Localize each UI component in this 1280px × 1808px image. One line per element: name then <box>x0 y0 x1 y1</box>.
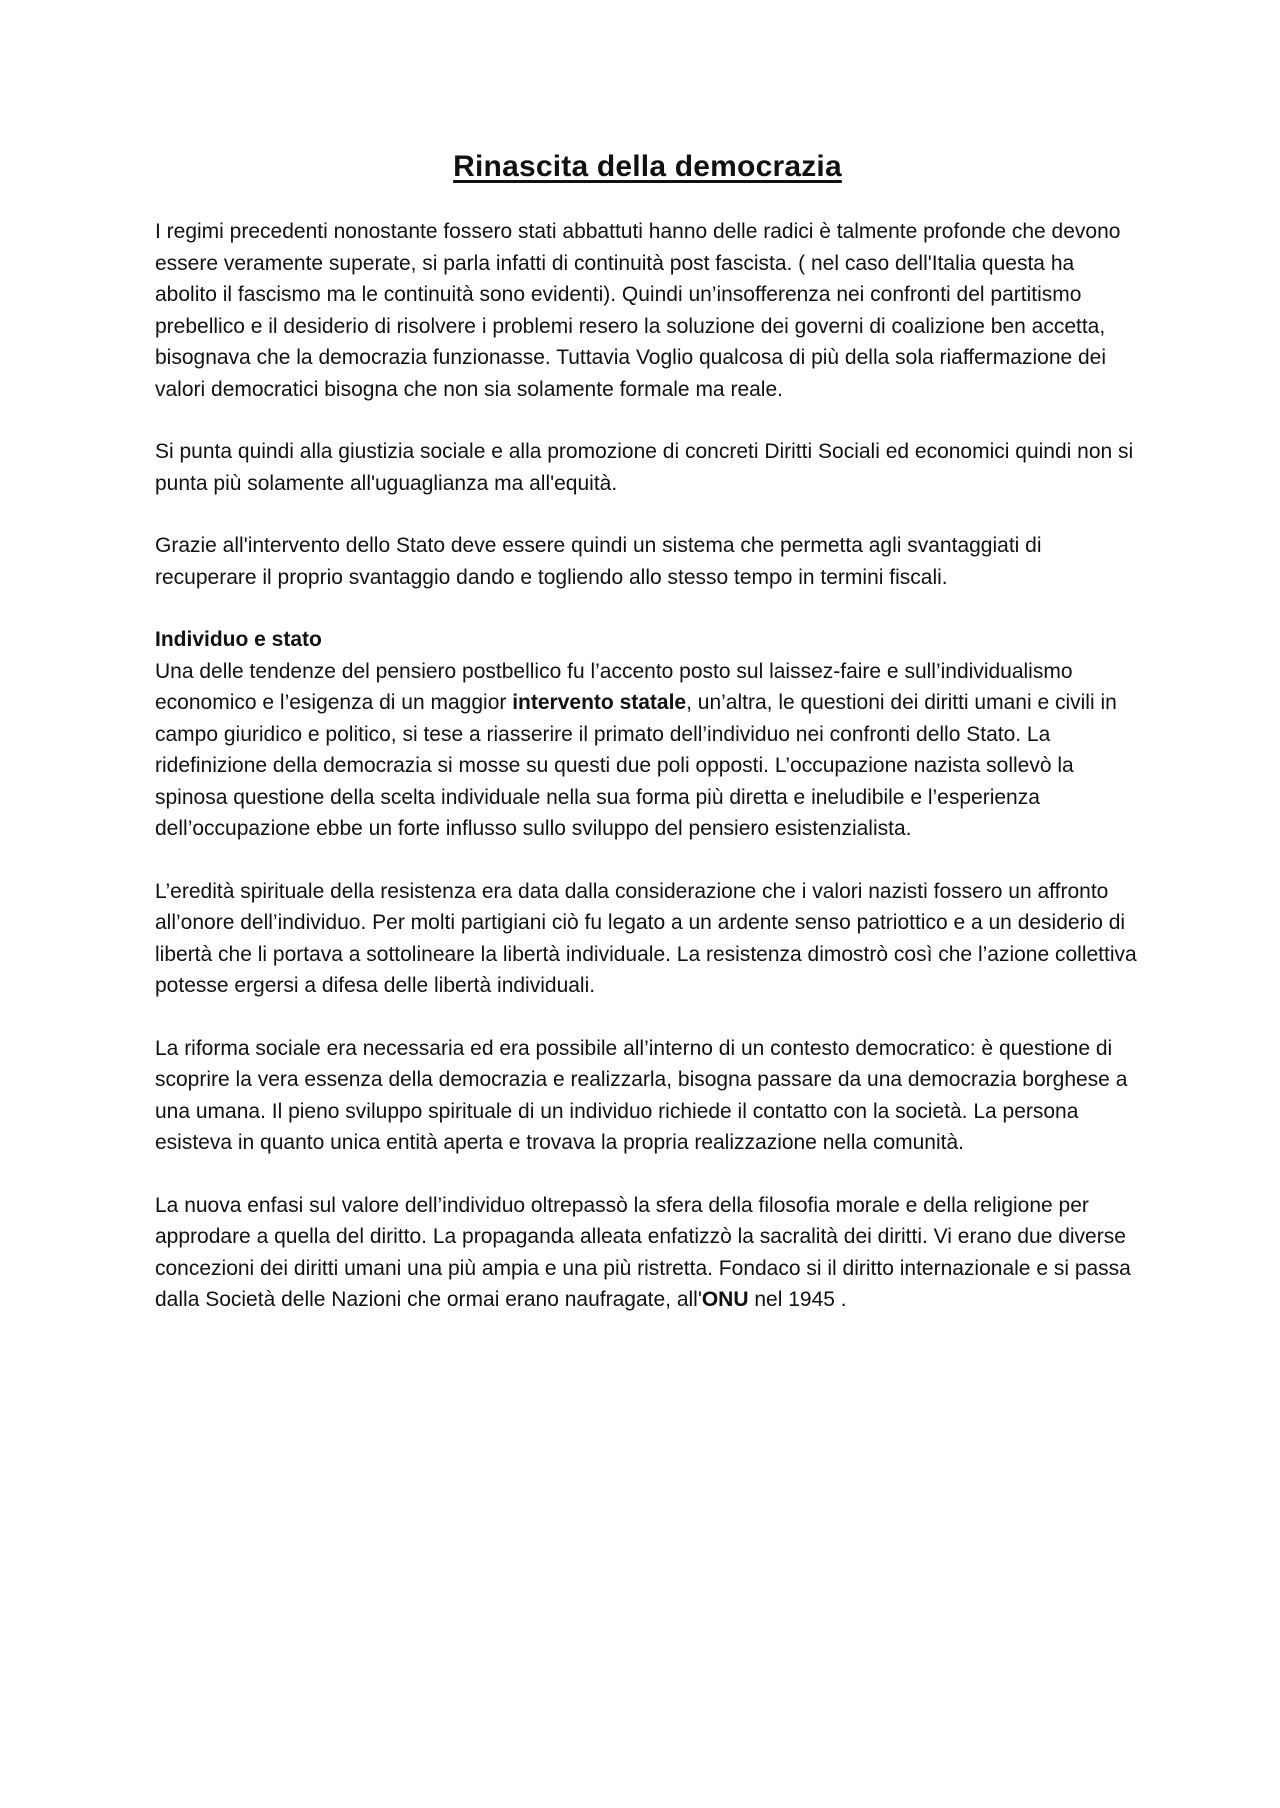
paragraph-1: I regimi precedenti nonostante fossero stati abbattuti hanno delle radici è talmente profonde che devono essere veramente superate, si parla infatti di continuità post fascista. ( nel caso dell'Italia questa ha abolito il fascismo ma le continuità sono evidenti). Quindi un’insofferenza nei confronti del partitismo prebellico e il desiderio di risolvere i problemi resero la soluzione dei governi di coalizione ben accetta, bisognava che la democrazia funzionasse. Tuttavia Voglio qualcosa di più della sola riaffermazione dei valori democratici bisogna che non sia solamente formale ma reale. <box>155 220 1121 401</box>
section-paragraph-4-text-b: nel 1945 . <box>748 1288 847 1311</box>
document-page <box>155 150 1140 1347</box>
section-heading: Individuo e stato <box>155 628 322 651</box>
paragraph-3: Grazie all'intervento dello Stato deve essere quindi un sistema che permetta agli svantaggiati di recuperare il proprio svantaggio dando e togliendo allo stesso tempo in termini fiscali. <box>155 534 1042 589</box>
section-paragraph-4-text-a: La nuova enfasi sul valore dell’individuo oltrepassò la sfera della filosofia morale e della religione per approdare a quella del diritto. La propaganda alleata enfatizzò la sacralità dei diritti. Vi erano due diverse concezioni dei diritti umani una più ampia e una più ristretta. Fondaco si il diritto internazionale e si passa dalla Società delle Nazioni che ormai erano naufragate, all' <box>155 1193 1131 1311</box>
bold-term-onu: ONU <box>701 1288 749 1311</box>
bold-term-intervento-statale: intervento statale <box>512 691 687 714</box>
section-paragraph-2: L’eredità spirituale della resistenza era data dalla considerazione che i valori nazisti fossero un affronto all’onore dell’individuo. Per molti partigiani ciò fu legato a un ardente senso patriottico e a un desiderio di libertà che li portava a sottolineare la libertà individuale. La resistenza dimostrò così che l’azione collettiva potesse ergersi a difesa delle libertà individuali. <box>155 879 1137 997</box>
section-paragraph-3: La riforma sociale era necessaria ed era possibile all’interno di un contesto democratico: è questione di scoprire la vera essenza della democrazia e realizzarla, bisogna passare da una democrazia borghese a una umana. Il pieno sviluppo spirituale di un individuo richiede il contatto con la società. La persona esisteva in quanto unica entità aperta e trovava la propria realizzazione nella comunità. <box>155 1036 1128 1154</box>
document-title: Rinascita della democrazia <box>453 150 842 183</box>
section-paragraph-1-text-b: , un’altra, le questioni dei diritti umani e civili in campo giuridico e politico, si tese a riasserire il primato dell’individuo nei confronti dello Stato. La ridefinizione della democrazia si mosse su questi due poli opposti. L’occupazione nazista sollevò la spinosa questione della scelta individuale nella sua forma più diretta e ineludibile e l’esperienza dell’occupazione ebbe un forte influsso sullo sviluppo del pensiero esistenzialista. <box>155 691 1117 840</box>
section-paragraph-4 <box>155 1190 1140 1316</box>
section-paragraph-1 <box>155 656 1140 845</box>
section-paragraph-1-text-a: Una delle tendenze del pensiero postbellico fu l’accento posto sul laissez-faire e sull’individualismo economico e l’esigenza di un maggior <box>155 659 1073 714</box>
paragraph-2: Si punta quindi alla giustizia sociale e alla promozione di concreti Diritti Sociali ed economici quindi non si punta più solamente all'uguaglianza ma all'equità. <box>155 440 1134 495</box>
